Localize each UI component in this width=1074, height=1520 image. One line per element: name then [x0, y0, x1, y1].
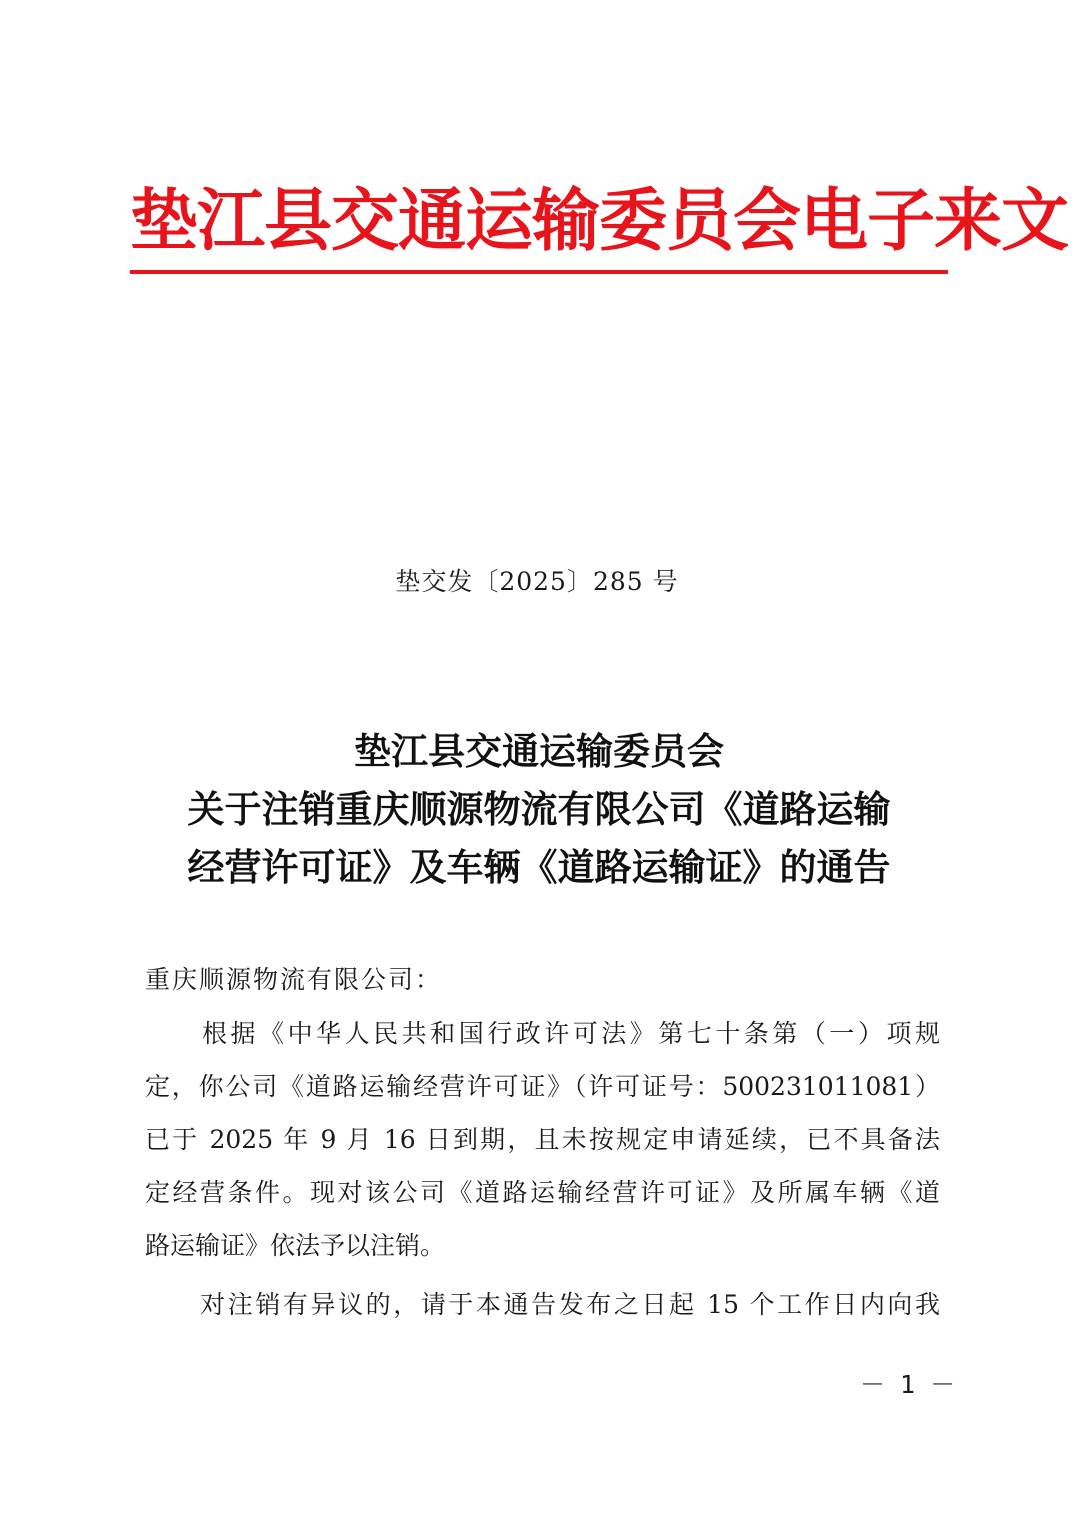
notice-title-line-3: 经营许可证》及车辆《道路运输证》的通告 [187, 845, 891, 889]
notice-title-line-2: 关于注销重庆顺源物流有限公司《道路运输 [187, 787, 891, 831]
page-number: － 1 － [860, 1370, 956, 1399]
body-line-4: 定经营条件。现对该公司《道路运输经营许可证》及所属车辆《道 [145, 1178, 940, 1207]
body-line-1: 根据《中华人民共和国行政许可法》第七十条第（一）项规 [145, 1019, 940, 1048]
body-line-6: 对注销有异议的，请于本通告发布之日起 15 个工作日内向我 [145, 1290, 940, 1319]
salutation: 重庆顺源物流有限公司： [145, 965, 443, 994]
body-line-5: 路运输证》依法予以注销。 [145, 1231, 446, 1260]
masthead-title: 垫江县交通运输委员会电子来文 [130, 181, 1069, 261]
body-line-2: 定，你公司《道路运输经营许可证》（许可证号：500231011081） [145, 1072, 940, 1101]
notice-title [130, 722, 948, 896]
notice-title-line-1: 垫江县交通运输委员会 [354, 729, 724, 773]
document-number: 垫交发〔2025〕285 号 [395, 567, 679, 596]
masthead-red-rule [130, 270, 948, 274]
body-line-3: 已于 2025 年 9 月 16 日到期，且未按规定申请延续，已不具备法 [145, 1125, 940, 1154]
